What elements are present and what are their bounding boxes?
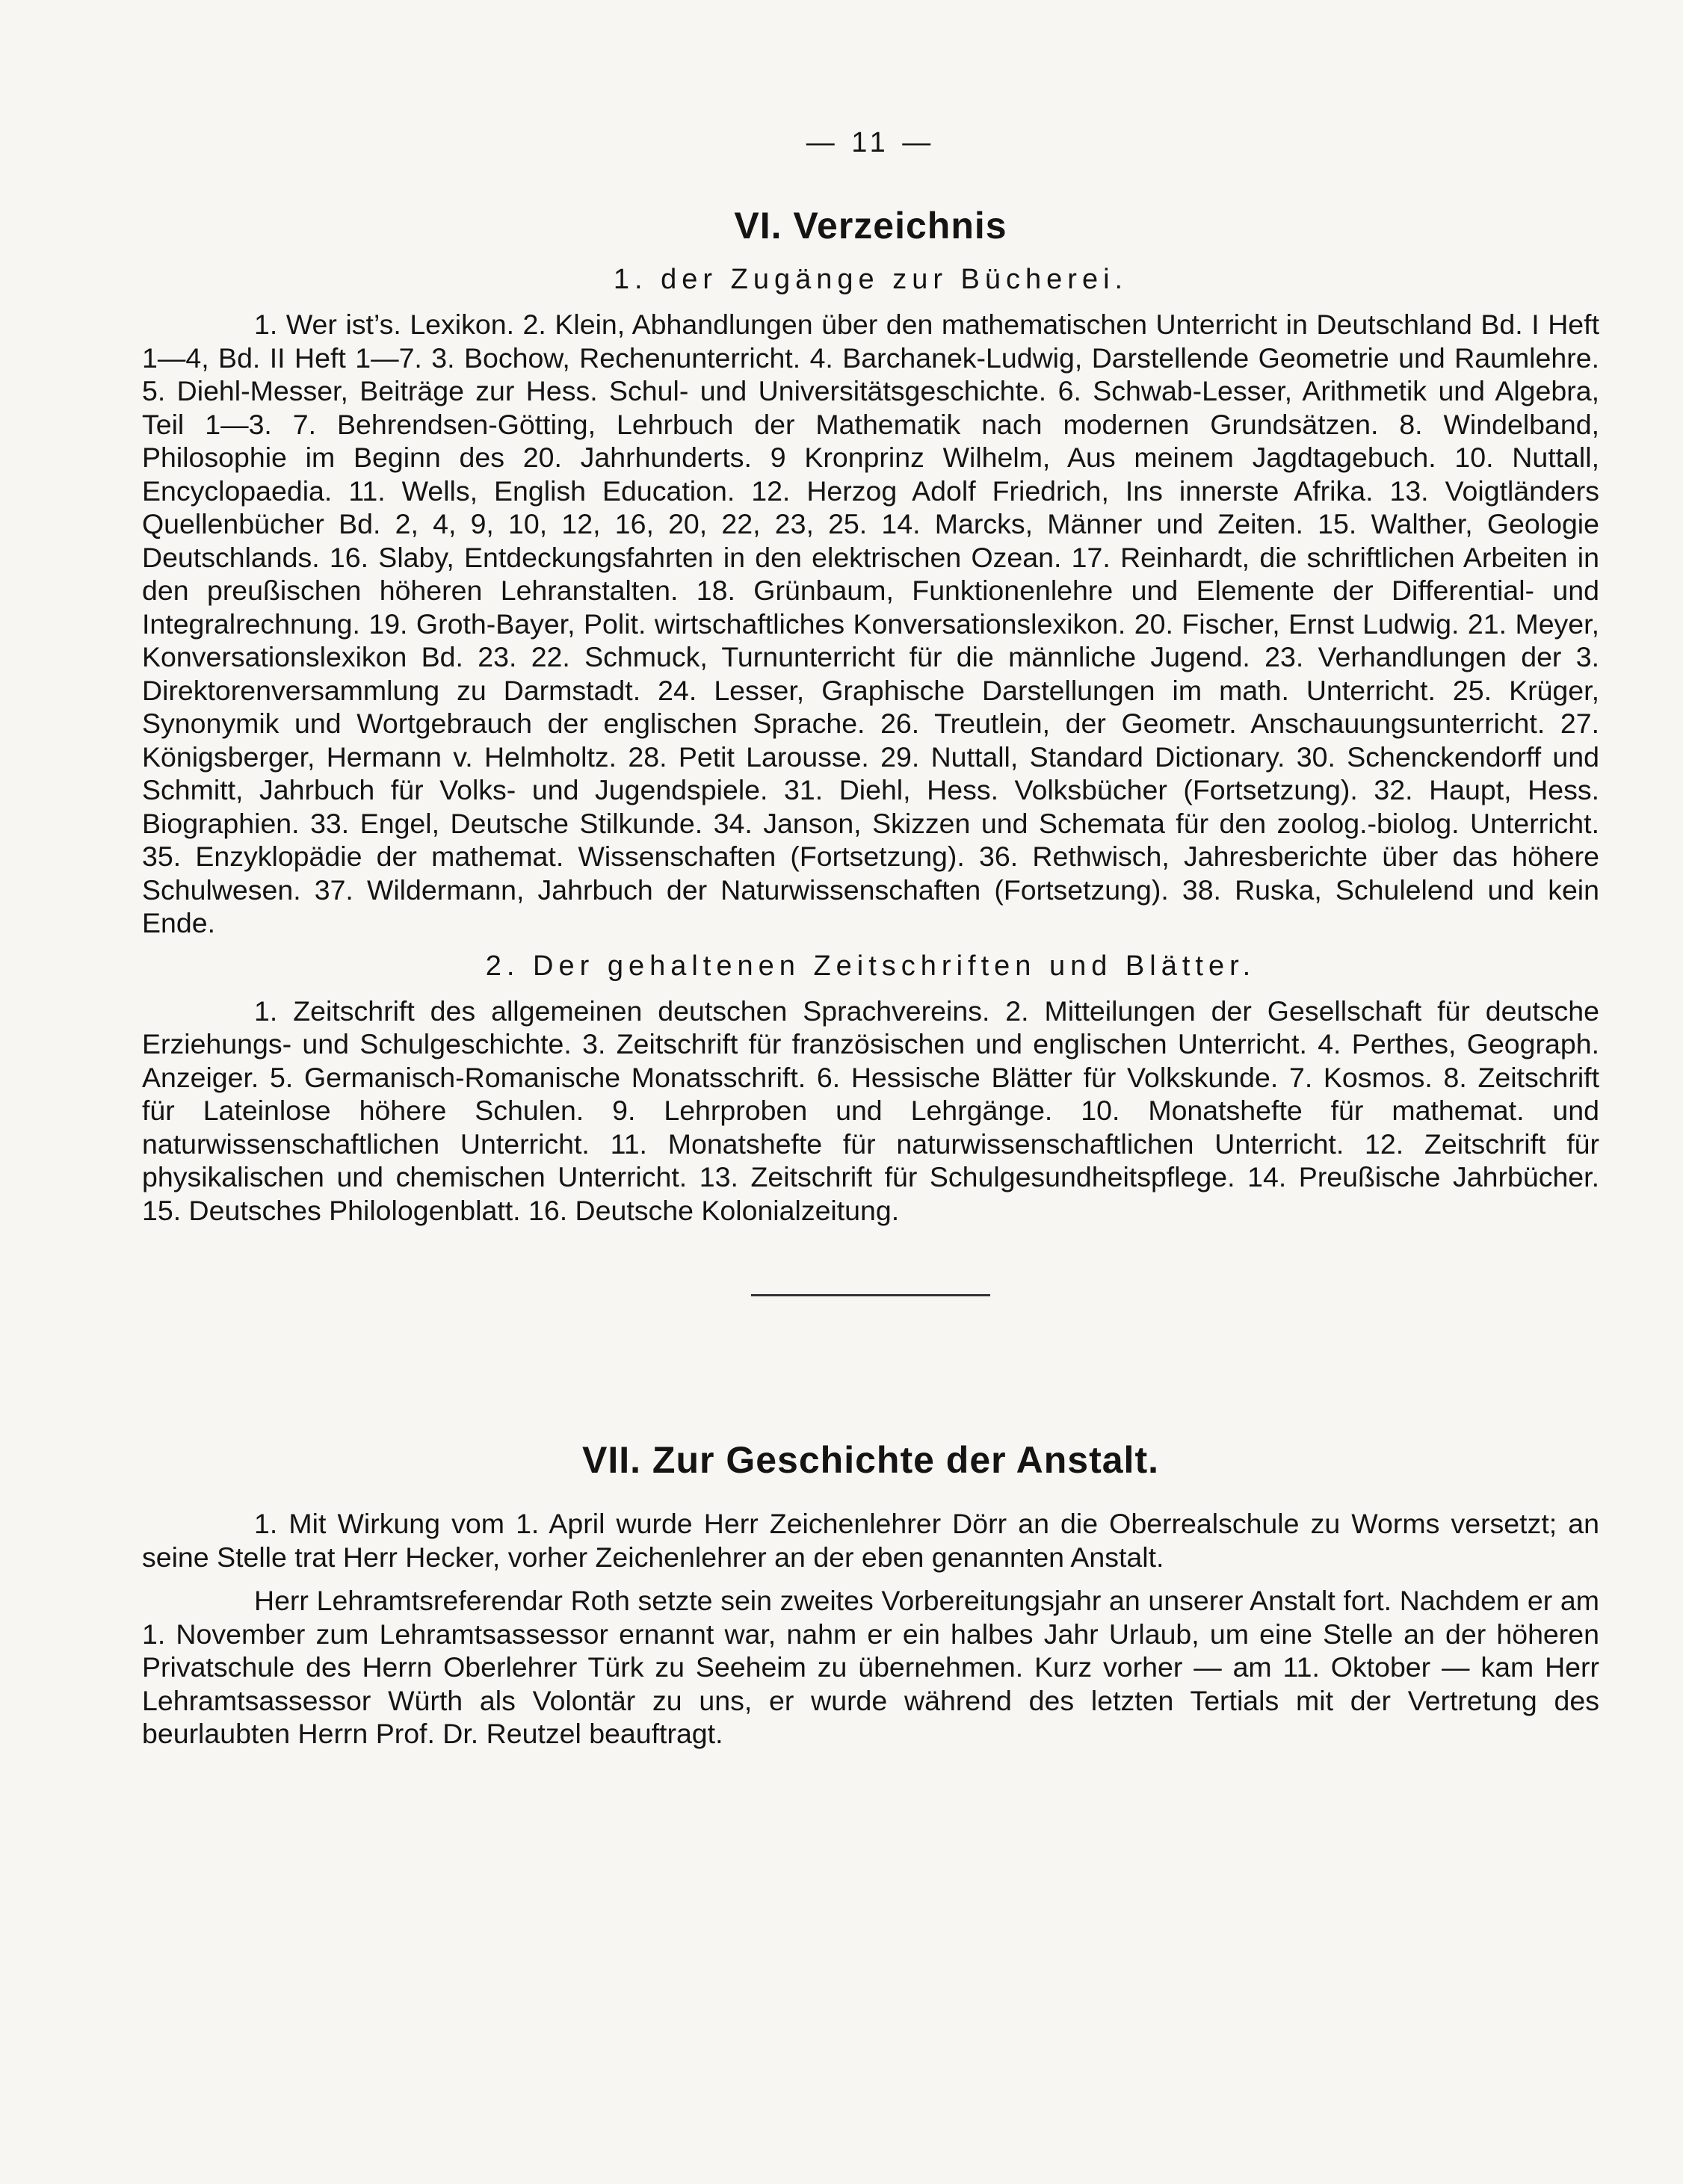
periodicals-list: 1. Zeitschrift des allgemeinen deutschen Sprachvereins. 2. Mitteilungen der Gesellschaft für deutsche Erziehungs- und Schulgeschichte. 3. Zeitschrift für französischen und englischen Unterricht. 4. Perthes, Geograph. Anzeiger. 5. Germanisch-Romanische Monatsschrift. 6. Hessische Blätter für Volkskunde. 7. Kosmos. 8. Zeitschrift für Lateinlose höhere Schulen. 9. Lehrproben und Lehrgänge. 10. Monatshefte für mathemat. und naturwissenschaftlichen Unterricht. 11. Monatshefte für naturwissenschaftlichen Unterricht. 12. Zeitschrift für physikalischen und chemischen Unterricht. 13. Zeitschrift für Schulgesundheitspflege. 14. Preußische Jahrbücher. 15. Deutsches Philologenblatt. 16. Deutsche Kolonialzeitung. bbox=[142, 994, 1599, 1226]
history-paragraph-1: 1. Mit Wirkung vom 1. April wurde Herr Zeichenlehrer Dörr an die Oberrealschule zu Worms versetzt; an seine Stelle trat Herr Hecker, vorher Zeichenlehrer an der eben genannten Anstalt. bbox=[142, 1508, 1599, 1573]
section-vi-subtitle-2: 2. Der gehaltenen Zeitschriften und Blätter. bbox=[485, 950, 1256, 982]
document-page bbox=[142, 127, 1599, 1761]
page-number: — 11 — bbox=[806, 127, 936, 158]
section-vi-subtitle-1: 1. der Zugänge zur Bücherei. bbox=[613, 264, 1128, 295]
section-vii-title: VII. Zur Geschichte der Anstalt. bbox=[582, 1439, 1159, 1481]
section-divider bbox=[751, 1294, 990, 1296]
history-paragraph-2: Herr Lehramtsreferendar Roth setzte sein zweites Vorbereitungsjahr an unserer Anstalt fort. Nachdem er am 1. November zum Lehramtsassessor ernannt war, nahm er ein halbes Jahr Urlaub, um eine Stelle an der höheren Privatschule des Herrn Oberlehrer Türk zu Seeheim zu übernehmen. Kurz vorher — am 11. Oktober — kam Herr Lehramtsassessor Würth als Volontär zu uns, er wurde während des letzten Tertials mit der Vertretung des beurlaubten Herrn Prof. Dr. Reutzel beauftragt. bbox=[142, 1585, 1599, 1749]
library-acquisitions-list: 1. Wer ist’s. Lexikon. 2. Klein, Abhandlungen über den mathematischen Unterricht in Deutschland Bd. I Heft 1—4, Bd. II Heft 1—7. 3. Bochow, Rechenunterricht. 4. Barchanek-Ludwig, Darstellende Geometrie und Raumlehre. 5. Diehl-Messer, Beiträge zur Hess. Schul- und Universitätsgeschichte. 6. Schwab-Lesser, Arithmetik und Algebra, Teil 1—3. 7. Behrendsen-Götting, Lehrbuch der Mathematik nach modernen Grundsätzen. 8. Windelband, Philosophie im Beginn des 20. Jahrhunderts. 9 Kronprinz Wilhelm, Aus meinem Jagdtagebuch. 10. Nuttall, Encyclopaedia. 11. Wells, English Education. 12. Herzog Adolf Friedrich, Ins innerste Afrika. 13. Voigtländers Quellenbücher Bd. 2, 4, 9, 10, 12, 16, 20, 22, 23, 25. 14. Marcks, Männer und Zeiten. 15. Walther, Geologie Deutschlands. 16. Slaby, Entdeckungsfahrten in den elektrischen Ozean. 17. Reinhardt, die schriftlichen Arbeiten in den preußischen höheren Lehranstalten. 18. Grünbaum, Funktionenlehre und Elemente der Differential- und Integralrechnung. 19. Groth-Bayer, Polit. wirtschaftliches Konversationslexikon. 20. Fischer, Ernst Ludwig. 21. Meyer, Konversationslexikon Bd. 23. 22. Schmuck, Turnunterricht für die männliche Jugend. 23. Verhandlungen der 3. Direktorenversammlung zu Darmstadt. 24. Lesser, Graphische Darstellungen im math. Unterricht. 25. Krüger, Synonymik und Wortgebrauch der englischen Sprache. 26. Treutlein, der Geometr. Anschauungsunterricht. 27. Königsberger, Hermann v. Helmholtz. 28. Petit Larousse. 29. Nuttall, Standard Dictionary. 30. Schenckendorff und Schmitt, Jahrbuch für Volks- und Jugendspiele. 31. Diehl, Hess. Volksbücher (Fortsetzung). 32. Haupt, Hess. Biographien. 33. Engel, Deutsche Stilkunde. 34. Janson, Skizzen und Schemata für den zoolog.-biolog. Unterricht. 35. Enzyklopädie der mathemat. Wissenschaften (Fortsetzung). 36. Rethwisch, Jahresberichte über das höhere Schulwesen. 37. Wildermann, Jahrbuch der Naturwissenschaften (Fortsetzung). 38. Ruska, Schulelend und kein Ende. bbox=[142, 309, 1599, 938]
section-vi-title: VI. Verzeichnis bbox=[734, 205, 1007, 247]
